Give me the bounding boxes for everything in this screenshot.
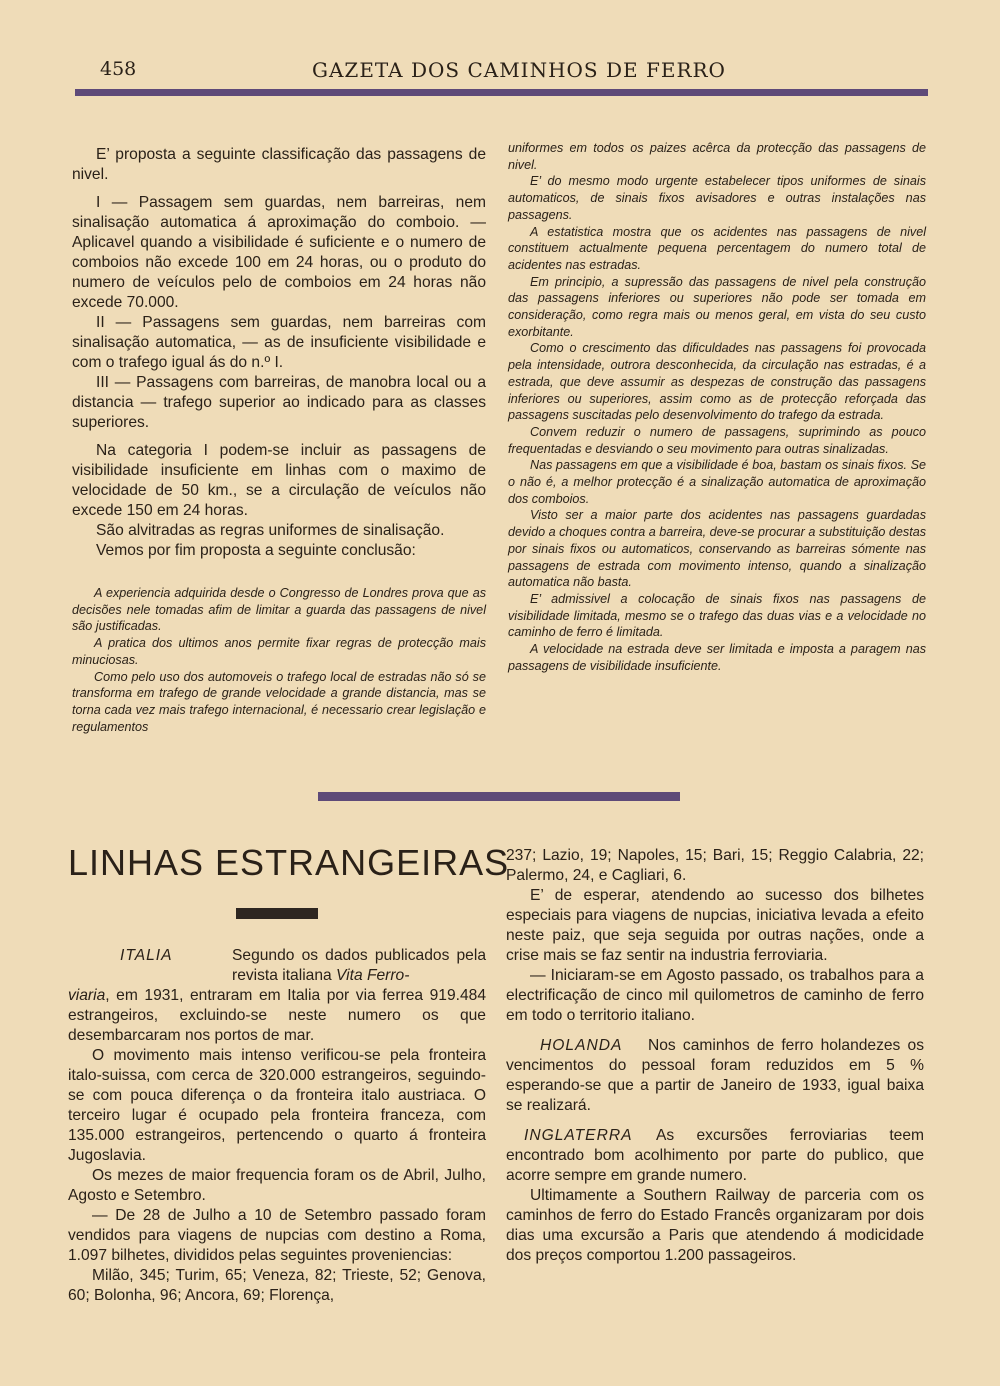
magazine-name-part1: Vita Ferro- [336,967,410,984]
paragraph: Vemos por fim proposta a seguinte conclusão: [96,542,416,559]
italia-lead-text: Segundo os dados publicados pela revista italiana [232,947,486,984]
journal-title: GAZETA DOS CAMINHOS DE FERRO [312,58,726,82]
top-left-conclusion [72,585,486,735]
magazine-name-part2: viaria [68,987,106,1004]
top-right-column [508,140,926,675]
italic-paragraph: Em principio, a supressão das passagens de nivel pela construção das passagens inferiores ou superiores não pode ser tomada em consideração, como regra mais ou menos geral, em vista do seu custo exorbitante. [508,274,926,339]
paragraph: E’ de esperar, atendendo ao sucesso dos bilhetes especiais para viagens de nupcias, iniciativa levada a efeito neste paiz, que seja seguida por outras nações, onde a crise mais se faz sentir na industria ferroviaria. [506,887,924,964]
italic-paragraph: Nas passagens em que a visibilidade é boa, bastam os sinais fixos. Se o não é, a melhor protecção é a sinalização automatica de aproximação dos comboios. [508,458,926,506]
inglaterra-text: As excursões ferroviarias teem encontrado bom acolhimento por parte do publico, que acorre sempre em grande numero. [506,1127,924,1184]
italic-paragraph: Como pelo uso dos automoveis o trafego local de estradas não só se transforma em trafego de grande velocidade a grande distancia, mas se torna cada vez mais trafego internacional, é necessario crear legislação e regulamentos [72,669,486,734]
top-left-column [72,145,486,561]
country-label: INGLATERRA [524,1127,633,1144]
bottom-right-column [506,846,924,1266]
paragraph: I — Passagem sem guardas, nem barreiras, nem sinalisação automatica á aproximação do comboio. — Aplicavel quando a visibilidade é suficiente e o numero de comboios não excede 100 em 24 horas, ou o produto do numero de veículos pelo de comboios em 24 horas não excede 70.000. [72,194,486,311]
italia-paragraph [68,946,486,986]
paragraph: — Iniciaram-se em Agosto passado, os trabalhos para a electrificação de cinco mil quilometros de caminho de ferro em todo o territorio italiano. [506,967,924,1024]
italic-paragraph: A pratica dos ultimos anos permite fixar regras de protecção mais minuciosas. [72,636,486,667]
italic-paragraph: A velocidade na estrada deve ser limitada e imposta a paragem nas passagens de visibilidade insuficiente. [508,642,926,673]
section-title: LINHAS ESTRANGEIRAS [68,842,510,883]
paragraph: Os mezes de maior frequencia foram os de Abril, Julho, Agosto e Setembro. [68,1167,486,1204]
paragraph: II — Passagens sem guardas, nem barreiras com sinalisação automatica, — as de insuficiente visibilidade e com o trafego igual ás do n.º I. [72,314,486,371]
inglaterra-paragraph [506,1126,924,1186]
italia-continued [68,986,486,1046]
italia-lead [232,946,486,986]
paragraph: O movimento mais intenso verificou-se pela fronteira italo-suissa, com cerca de 320.000 estrangeiros, seguindo-se com pouca diferença o da fronteira italo austriaca. O terceiro lugar é ocupado pela fronteira franceza, com 135.000 estrangeiros, pertencendo o quarto á fronteira Jugoslavia. [68,1047,486,1164]
italic-paragraph: Convem reduzir o numero de passagens, suprimindo as pouco frequentadas e desviando o seu movimento para outras sinalizadas. [508,424,926,456]
italic-paragraph: E’ admissivel a colocação de sinais fixos nas passagens de visibilidade limitada, mesmo se o trafego das duas vias e a velocidade no caminho de ferro é limitada. [508,591,926,640]
bottom-left-column [68,946,486,1306]
italic-paragraph: E’ do mesmo modo urgente estabelecer tipos uniformes de sinais automaticos, de sinais fixos avisadores e outras instalações nas passagens. [508,174,926,222]
header-rule [75,89,928,96]
paragraph: 237; Lazio, 19; Napoles, 15; Bari, 15; Reggio Calabria, 22; Palermo, 24, e Cagliari, 6. [506,847,924,884]
paragraph: E’ proposta a seguinte classificação das passagens de nivel. [72,146,486,183]
paragraph: — De 28 de Julho a 10 de Setembro passado foram vendidos para viagens de nupcias com destino a Roma, 1.097 bilhetes, divididos pelas seguintes proveniencias: [68,1207,486,1264]
paragraph: III — Passagens com barreiras, de manobra local ou a distancia — trafego superior ao indicado para as classes superiores. [72,374,486,431]
page-number: 458 [100,58,137,80]
italic-paragraph: uniformes em todos os paizes acêrca da protecção das passagens de nivel. [508,141,926,172]
italic-paragraph: Como o crescimento das dificuldades nas passagens foi provocada pela intensidade, outrora desconhecida, da circulação nas estradas, é a estrada, que deve assumir as despezas de construção das passagens inferiores ou superiores, assim como as de protecção reforçada das passagens suscitadas pelo desenvolvimento do trafego da estrada. [508,341,926,423]
paragraph: Ultimamente a Southern Railway de parceria com os caminhos de ferro do Estado Francês organizaram por dois dias uma excursão a Paris que atendendo á modicidade dos preços comportou 1.200 passageiros. [506,1187,924,1264]
country-label: HOLANDA [540,1037,623,1054]
section-divider [318,792,680,801]
italic-paragraph: Visto ser a maior parte dos acidentes nas passagens guardadas devido a choques contra a barreira, deve-se procurar a substituição destas por sinais fixos ou automaticos, conservando as barreiras sómente nas passagens de estrada com movimento intenso, quando a sinalização automatica não basta. [508,508,926,590]
holanda-text: Nos caminhos de ferro holandezes os vencimentos do pessoal foram reduzidos em 5 % esperando-se que a partir de Janeiro de 1933, igual baixa se realizará. [506,1037,924,1114]
holanda-paragraph [506,1036,924,1116]
title-underline [236,908,318,919]
italic-paragraph: A estatistica mostra que os acidentes nas passagens de nivel constituem actualmente pequena percentagem do numero total de acidentes nas estradas. [508,224,926,272]
italia-rest: , em 1931, entraram em Italia por via ferrea 919.484 estrangeiros, excluindo-se neste numero os que desembarcaram nos portos de mar. [68,987,486,1044]
paragraph: Na categoria I podem-se incluir as passagens de visibilidade insuficiente em linhas com o maximo de velocidade de 50 km., se a circulação de veículos não excede 150 em 24 horas. [72,442,486,519]
paragraph: São alvitradas as regras uniformes de sinalisação. [96,522,445,539]
paragraph: Milão, 345; Turim, 65; Veneza, 82; Trieste, 52; Genova, 60; Bolonha, 96; Ancora, 69; Florença, [68,1267,486,1304]
country-label: ITALIA [120,947,173,964]
italic-paragraph: A experiencia adquirida desde o Congresso de Londres prova que as decisões nele tomadas afim de limitar a guarda das passagens de nivel são justificadas. [72,586,486,634]
